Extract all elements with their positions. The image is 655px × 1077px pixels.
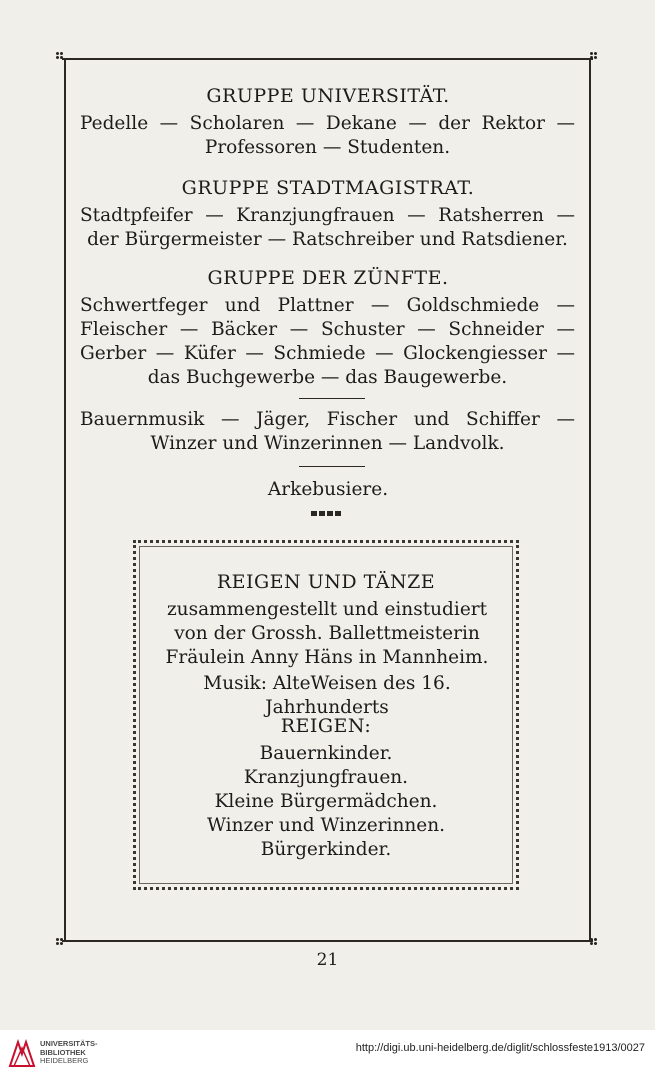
corner-ornament — [56, 938, 64, 946]
frame-right-rule — [589, 58, 591, 942]
library-line: BIBLIOTHEK — [40, 1047, 86, 1057]
reigen-item: Kleine Bürgermädchen. — [214, 791, 438, 812]
separator-rule — [299, 466, 365, 467]
arkebusiere-text: Arkebusiere. — [267, 479, 389, 500]
reigen-heading: REIGEN: — [280, 715, 372, 737]
group-universitaet-heading: GRUPPE UNIVERSITÄT. — [206, 85, 450, 107]
group-stadtmagistrat-text: Stadtpfeifer — Kranzjungfrauen — Ratsherren — der Bürgermeister — Ratschreiber und Ratsdiener. — [80, 205, 575, 250]
reigen-box-description: zusammengestellt und einstudiert von der Grossh. Ballettmeisterin Fräulein Anny Häns in Mannheim. — [165, 599, 489, 668]
frame-bottom-rule — [62, 940, 593, 942]
footer-bar — [0, 1030, 655, 1077]
source-url-link[interactable]: http://digi.ub.uni-heidelberg.de/diglit/schlossfeste1913/0027 — [355, 1042, 645, 1054]
library-logo-icon — [8, 1038, 36, 1068]
ornament-dots — [311, 511, 341, 517]
rural-groups-text: Bauernmusik — Jäger, Fischer und Schiffer — Winzer und Winzerinnen — Landvolk. — [80, 409, 575, 454]
corner-ornament — [56, 52, 64, 60]
library-line: HEIDELBERG — [40, 1056, 89, 1065]
library-name — [40, 1040, 98, 1066]
reigen-box-title: REIGEN UND TÄNZE — [216, 571, 436, 593]
reigen-item: Bauernkinder. — [259, 743, 393, 764]
frame-left-rule — [64, 58, 66, 942]
reigen-item: Bürgerkinder. — [260, 839, 392, 860]
group-stadtmagistrat-heading: GRUPPE STADTMAGISTRAT. — [181, 177, 475, 199]
page-number: 21 — [316, 950, 339, 970]
group-universitaet-text: Pedelle — Scholaren — Dekane — der Rektor — Professoren — Studenten. — [80, 113, 575, 158]
reigen-item: Kranzjungfrauen. — [243, 767, 409, 788]
group-zuenfte-text: Schwertfeger und Plattner — Goldschmiede — Fleischer — Bäcker — Schuster — Schneider — Gerber — Küfer — Schmiede — Glockengiesser — das Buchgewerbe — das Baugewerbe. — [80, 295, 575, 388]
separator-rule — [299, 398, 365, 399]
reigen-box-music: Musik: AlteWeisen des 16. Jahrhunderts — [203, 673, 451, 718]
corner-ornament — [590, 938, 598, 946]
library-line: UNIVERSITÄTS- — [40, 1039, 98, 1048]
reigen-item: Winzer und Winzerinnen. — [206, 815, 446, 836]
group-zuenfte-heading: GRUPPE DER ZÜNFTE. — [207, 267, 449, 289]
frame-top-rule — [62, 58, 593, 60]
corner-ornament — [590, 52, 598, 60]
